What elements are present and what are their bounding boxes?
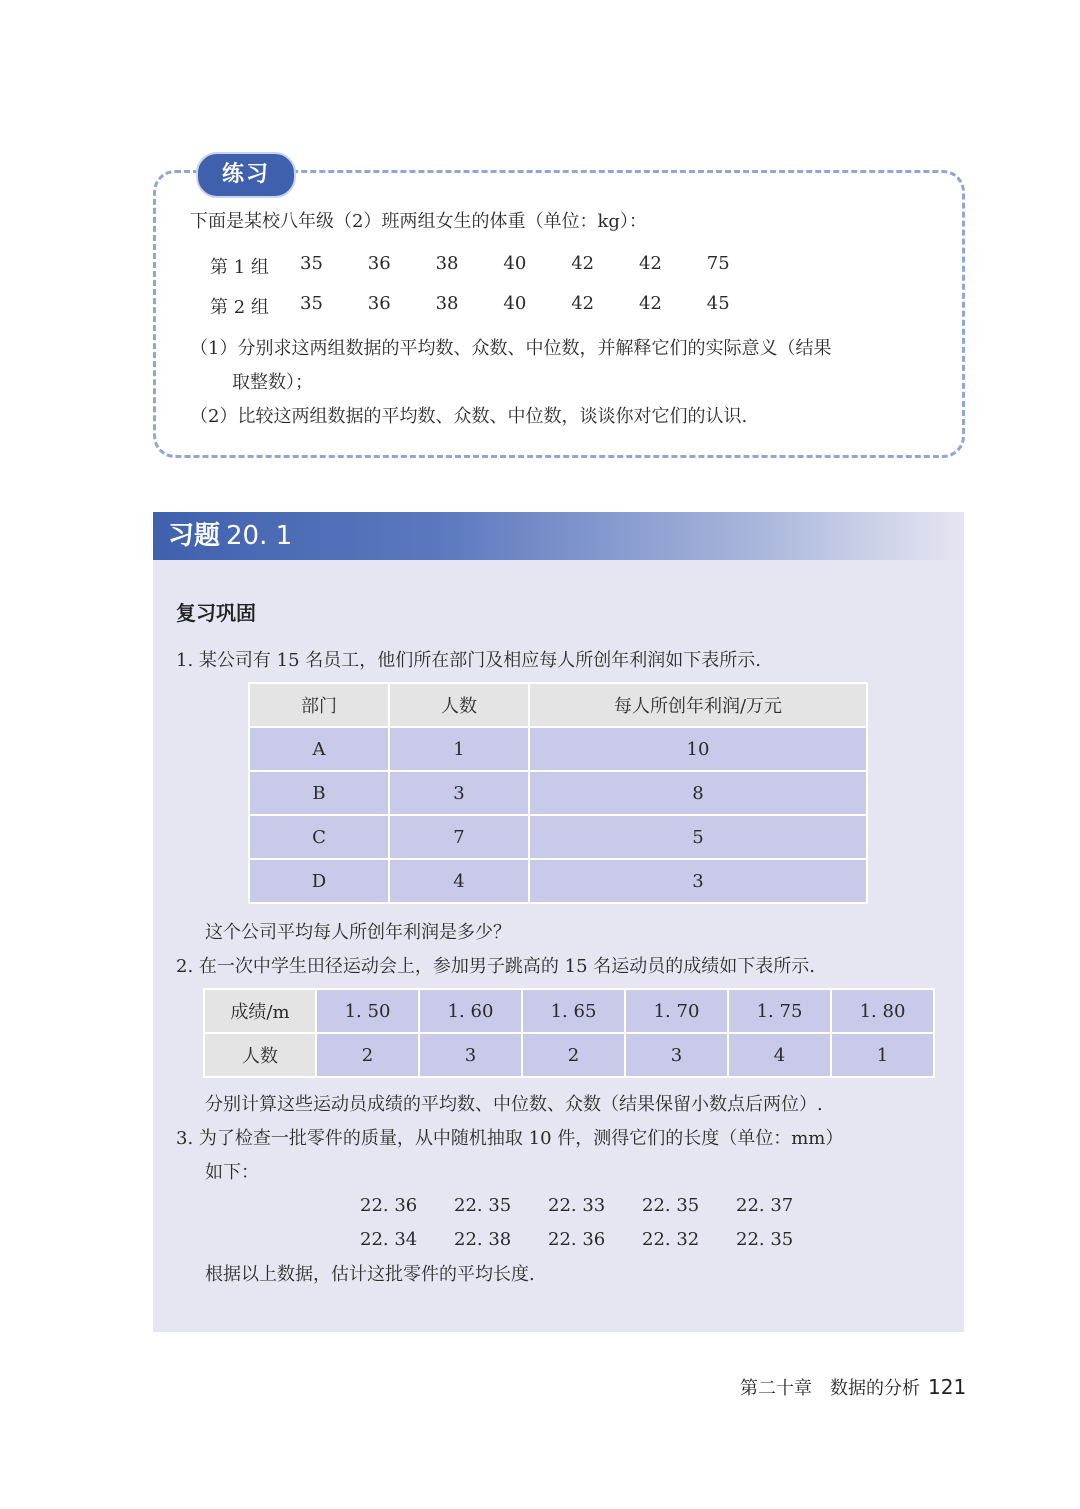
exercise-title-number: 20. 1 [226, 521, 293, 551]
weight-value: 35 [300, 293, 323, 314]
practice-intro: 下面是某校八年级（2）班两组女生的体重（单位：kg）： [190, 211, 647, 232]
weight-value: 36 [367, 293, 391, 314]
length-value: 22. 38 [454, 1229, 512, 1250]
weight-value: 42 [571, 253, 595, 274]
section-heading: 复习巩固 [176, 601, 256, 625]
table-cell: 1. 70 [626, 990, 727, 1032]
table-cell: 1 [832, 1034, 933, 1076]
weight-value: 35 [300, 253, 323, 274]
table-header: 人数 [390, 684, 528, 726]
table-cell: D [250, 860, 388, 902]
table-cell: 2 [523, 1034, 624, 1076]
question-1-text: 1. 某公司有 15 名员工，他们所在部门及相应每人所创年利润如下表所示. [176, 650, 761, 671]
table-cell: 1. 65 [523, 990, 624, 1032]
chapter-title: 第二十章 数据的分析 [740, 1378, 920, 1399]
table-cell: 8 [530, 772, 866, 814]
question-3-text-cont: 如下： [205, 1162, 259, 1183]
length-value: 22. 36 [360, 1195, 418, 1216]
row-header: 人数 [205, 1034, 315, 1076]
table-row [250, 816, 866, 858]
group-label: 第 1 组 [210, 257, 269, 278]
table-row [250, 772, 866, 814]
table-cell: 1 [390, 728, 528, 770]
practice-question-1: （1）分别求这两组数据的平均数、众数、中位数，并解释它们的实际意义（结果 [190, 338, 832, 359]
table-cell: 1. 75 [729, 990, 830, 1032]
table-row [250, 728, 866, 770]
question-3-ask: 根据以上数据，估计这批零件的平均长度. [205, 1264, 535, 1285]
practice-question-2: （2）比较这两组数据的平均数、众数、中位数，谈谈你对它们的认识. [190, 406, 748, 427]
question-1-ask: 这个公司平均每人所创年利润是多少？ [205, 922, 511, 943]
length-value: 22. 35 [454, 1195, 512, 1216]
page-footer [740, 1374, 966, 1402]
length-value: 22. 35 [642, 1195, 700, 1216]
table-cell: 7 [390, 816, 528, 858]
weight-value: 42 [571, 293, 595, 314]
question-3-text: 3. 为了检查一批零件的质量，从中随机抽取 10 件，测得它们的长度（单位：mm） [176, 1128, 844, 1149]
exercise-title-label: 习题 [168, 521, 221, 551]
question-2-ask: 分别计算这些运动员成绩的平均数、中位数、众数（结果保留小数点后两位）. [205, 1094, 823, 1115]
weight-row-group-1 [210, 253, 775, 279]
group-label: 第 2 组 [210, 297, 269, 318]
table-cell: B [250, 772, 388, 814]
weight-row-group-2 [210, 293, 775, 319]
table-cell: 2 [317, 1034, 418, 1076]
length-value: 22. 34 [360, 1229, 418, 1250]
practice-tag: 练习 [196, 152, 296, 198]
high-jump-table [203, 988, 935, 1078]
page-number: 121 [928, 1375, 967, 1399]
table-cell: 1. 60 [420, 990, 521, 1032]
weight-value: 40 [503, 253, 527, 274]
practice-question-1-cont: 取整数）； [232, 372, 313, 393]
table-cell: 3 [390, 772, 528, 814]
table-cell: 10 [530, 728, 866, 770]
length-value: 22. 35 [736, 1229, 794, 1250]
table-header: 部门 [250, 684, 388, 726]
weight-value: 38 [435, 293, 459, 314]
table-cell: 4 [390, 860, 528, 902]
table-row [205, 990, 933, 1032]
table-cell: 3 [530, 860, 866, 902]
weight-value: 40 [503, 293, 527, 314]
row-header: 成绩/m [205, 990, 315, 1032]
table-cell: 1. 50 [317, 990, 418, 1032]
table-cell: 5 [530, 816, 866, 858]
table-cell: 3 [420, 1034, 521, 1076]
weight-value: 42 [638, 253, 662, 274]
table-cell: A [250, 728, 388, 770]
question-2-text: 2. 在一次中学生田径运动会上，参加男子跳高的 15 名运动员的成绩如下表所示. [176, 956, 815, 977]
weight-value: 36 [367, 253, 391, 274]
profit-table [248, 682, 868, 904]
table-cell: 1. 80 [832, 990, 933, 1032]
table-row [250, 860, 866, 902]
weight-value: 75 [706, 253, 730, 274]
lengths-row-1 [360, 1189, 830, 1223]
exercise-title [168, 516, 292, 556]
length-value: 22. 36 [548, 1229, 606, 1250]
weight-value: 38 [435, 253, 459, 274]
table-header: 每人所创年利润/万元 [530, 684, 866, 726]
weight-value: 42 [638, 293, 662, 314]
table-row [205, 1034, 933, 1076]
length-value: 22. 33 [548, 1195, 606, 1216]
lengths-row-2 [360, 1223, 830, 1257]
length-value: 22. 37 [736, 1195, 794, 1216]
weight-value: 45 [706, 293, 730, 314]
length-value: 22. 32 [642, 1229, 700, 1250]
table-cell: 3 [626, 1034, 727, 1076]
table-cell: C [250, 816, 388, 858]
table-cell: 4 [729, 1034, 830, 1076]
